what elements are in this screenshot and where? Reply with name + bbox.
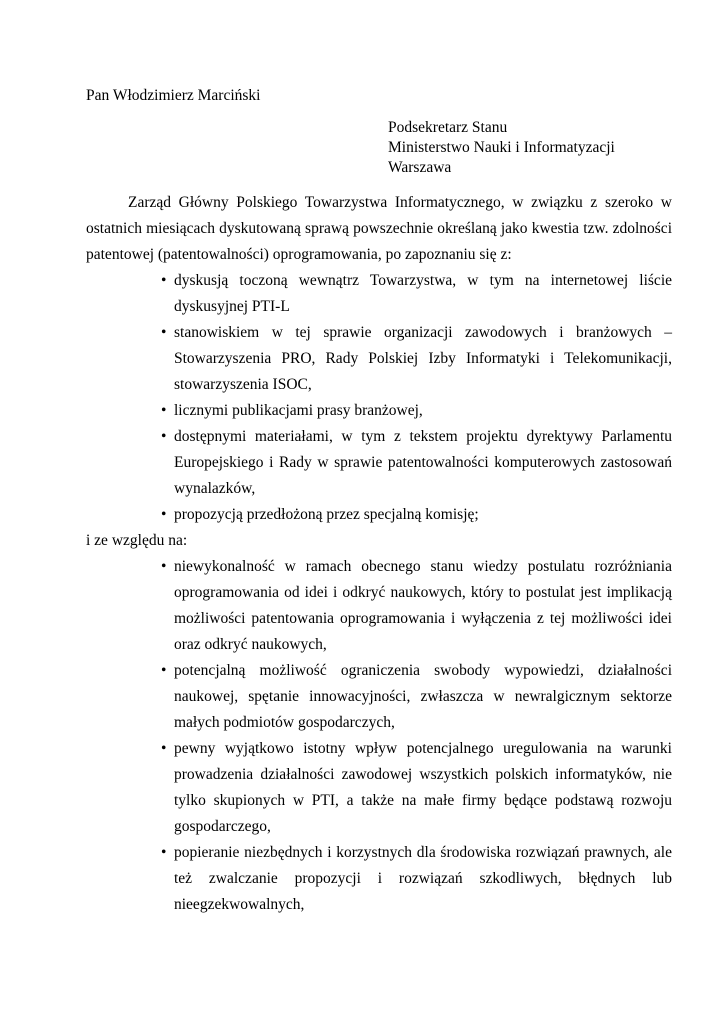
list-item: • licznymi publikacjami prasy branżowej, bbox=[174, 398, 672, 424]
recipient-ministry: Ministerstwo Nauki i Informatyzacji bbox=[388, 139, 615, 156]
letter-body bbox=[86, 190, 672, 918]
recipient-city: Warszawa bbox=[388, 159, 452, 176]
connector-line: i ze względu na: bbox=[86, 532, 188, 549]
recipient-title: Podsekretarz Stanu bbox=[388, 119, 508, 136]
list-item: • popieranie niezbędnych i korzystnych dla środowiska rozwiązań prawnych, ale też zwalczanie propozycji i rozwiązań szkodliwych, błędnych lub nieegzekwowalnych, bbox=[174, 840, 672, 918]
list-item: • pewny wyjątkowo istotny wpływ potencjalnego uregulowania na warunki prowadzenia działalności zawodowej wszystkich polskich informatyków, nie tylko skupionych w PTI, a także na małe firmy będące podstawą rozwoju gospodarczego, bbox=[174, 736, 672, 840]
list-item: • stanowiskiem w tej sprawie organizacji zawodowych i branżowych – Stowarzyszenia PRO, Rady Polskiej Izby Informatyki i Telekomunikacji, stowarzyszenia ISOC, bbox=[174, 320, 672, 398]
intro-paragraph: Zarząd Główny Polskiego Towarzystwa Informatycznego, w związku z szeroko w ostatnich miesiącach dyskutowaną sprawą powszechnie określaną jako kwestia tzw. zdolności patentowej (patentowalności) oprogramowania, po zapoznaniu się z: bbox=[86, 194, 672, 263]
list-item: • dostępnymi materiałami, w tym z tekstem projektu dyrektywy Parlamentu Europejskiego i Rady w sprawie patentowalności komputerowych zastosowań wynalazków, bbox=[174, 424, 672, 502]
bullet-icon: • bbox=[161, 662, 167, 679]
addressee-name: Pan Włodzimierz Marciński bbox=[86, 87, 261, 104]
bullet-icon: • bbox=[161, 844, 167, 861]
bullet-icon: • bbox=[161, 506, 167, 523]
bullet-icon: • bbox=[161, 428, 167, 445]
bullet-icon: • bbox=[161, 558, 167, 575]
considerations-list bbox=[86, 268, 672, 528]
list-item: • potencjalną możliwość ograniczenia swobody wypowiedzi, działalności naukowej, spętanie innowacyjności, zwłaszcza w newralgicznym sektorze małych podmiotów gospodarczych, bbox=[174, 658, 672, 736]
list-item: • niewykonalność w ramach obecnego stanu wiedzy postulatu rozróżniania oprogramowania od idei i odkryć naukowych, który to postulat jest implikacją możliwości patentowania oprogramowania i wyłączenia z tej możliwości idei oraz odkryć naukowych, bbox=[174, 554, 672, 658]
bullet-icon: • bbox=[161, 740, 167, 757]
recipient-block bbox=[388, 118, 615, 178]
bullet-icon: • bbox=[161, 324, 167, 341]
bullet-icon: • bbox=[161, 272, 167, 289]
bullet-icon: • bbox=[161, 402, 167, 419]
reasons-list bbox=[86, 554, 672, 918]
list-item: • dyskusją toczoną wewnątrz Towarzystwa, w tym na internetowej liście dyskusyjnej PTI-L bbox=[174, 268, 672, 320]
list-item: • propozycją przedłożoną przez specjalną komisję; bbox=[174, 502, 672, 528]
